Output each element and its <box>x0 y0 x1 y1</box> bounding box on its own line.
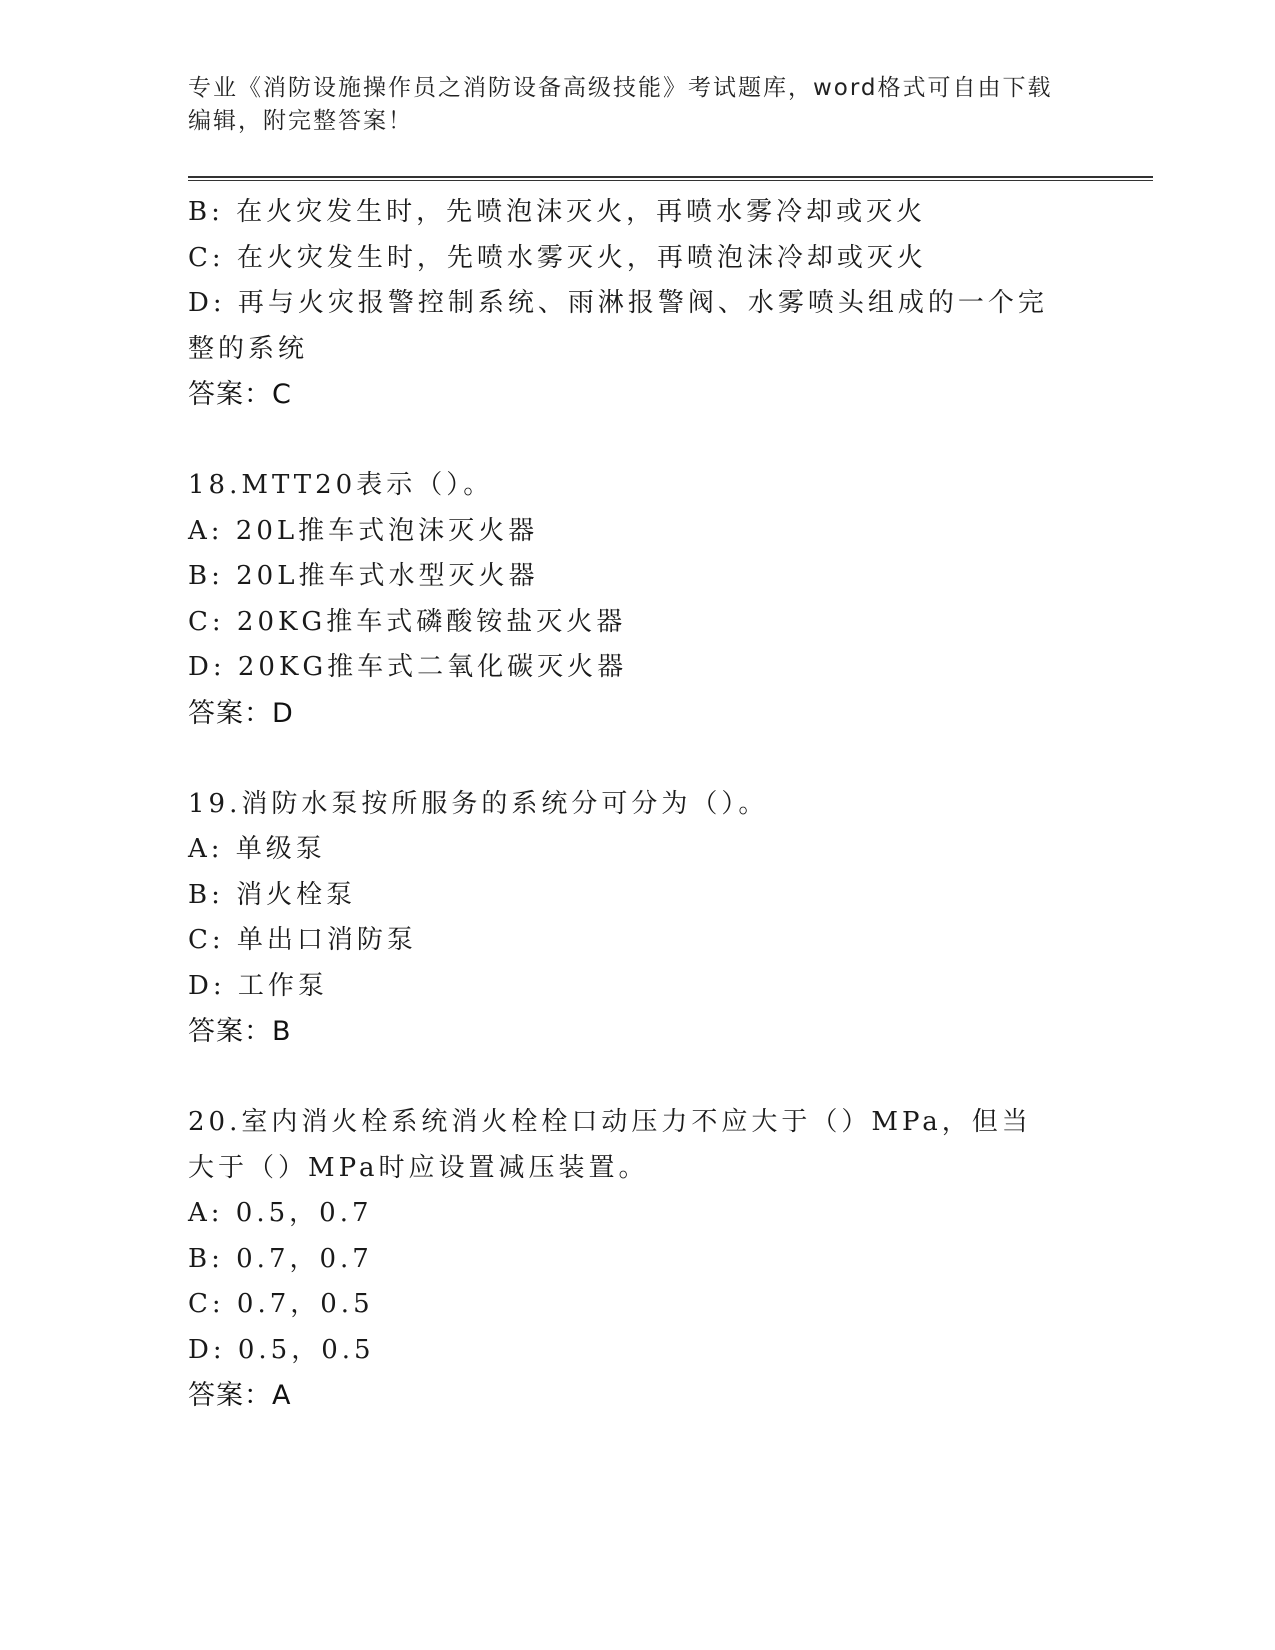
option-d: D: 再与火灾报警控制系统、雨淋报警阀、水雾喷头组成的一个完整的系统 <box>188 288 1048 364</box>
option-b: B: 20L推车式水型灭火器 <box>188 561 539 591</box>
option-c: C: 20KG推车式磷酸铵盐灭火器 <box>188 606 627 637</box>
question-stem: 18.MTT20表示（）。 <box>188 470 494 500</box>
spacer <box>188 736 1088 782</box>
answer: 答案：D <box>188 697 294 729</box>
spacer <box>188 418 1088 464</box>
question-stem: 19.消防水泵按所服务的系统分可分为（）。 <box>188 788 769 819</box>
answer: 答案：A <box>188 1380 292 1411</box>
option-a: A: 单级泵 <box>188 834 326 864</box>
option-d: D: 0.5，0.5 <box>188 1334 375 1365</box>
option-c: C: 在火灾发生时，先喷水雾灭火，再喷泡沫冷却或灭火 <box>188 242 927 273</box>
option-a: A: 0.5，0.7 <box>188 1198 373 1228</box>
question-list <box>188 190 1088 1419</box>
option-a: A: 20L推车式泡沫灭火器 <box>188 515 539 546</box>
question-18 <box>188 463 1088 736</box>
option-c: C: 0.7，0.5 <box>188 1289 374 1319</box>
option-c: C: 单出口消防泵 <box>188 925 417 955</box>
question-20 <box>188 1100 1088 1419</box>
option-d: D: 20KG推车式二氧化碳灭火器 <box>188 652 628 682</box>
option-b: B: 在火灾发生时，先喷泡沫灭火，再喷水雾冷却或灭火 <box>188 197 927 227</box>
question-stem: 20.室内消火栓系统消火栓栓口动压力不应大于（）MPa，但当大于（）MPa时应设置减压装置。 <box>188 1107 1032 1183</box>
option-b: B: 0.7，0.7 <box>188 1243 373 1274</box>
question-19 <box>188 782 1088 1055</box>
option-d: D: 工作泵 <box>188 970 328 1001</box>
answer: 答案：B <box>188 1016 292 1047</box>
option-b: B: 消火栓泵 <box>188 879 357 910</box>
header-divider <box>188 176 1153 181</box>
spacer <box>188 1055 1088 1101</box>
document-header: 专业《消防设施操作员之消防设备高级技能》考试题库，word格式可自由下载编辑，附完整答案！ <box>188 75 1053 134</box>
question-17-continued <box>188 190 1088 418</box>
answer: 答案：C <box>188 379 292 410</box>
